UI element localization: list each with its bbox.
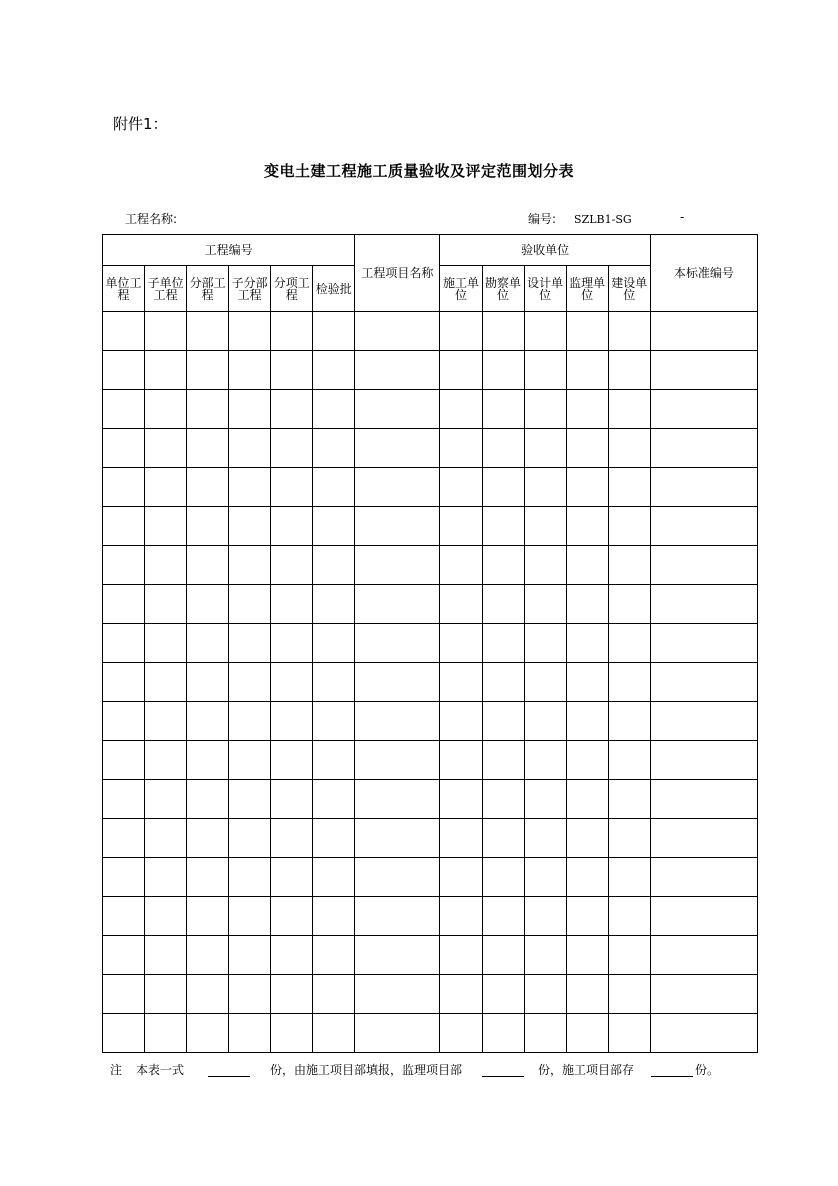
table-cell — [355, 468, 440, 507]
table-row — [103, 429, 758, 468]
table-cell — [103, 312, 145, 351]
table-cell — [145, 897, 187, 936]
table-cell — [650, 468, 757, 507]
table-cell — [103, 351, 145, 390]
table-cell — [271, 741, 313, 780]
table-cell — [103, 819, 145, 858]
table-cell — [271, 312, 313, 351]
table-cell — [440, 780, 482, 819]
table-cell — [440, 936, 482, 975]
table-cell — [482, 468, 524, 507]
table-cell — [229, 585, 271, 624]
table-cell — [229, 858, 271, 897]
table-cell — [271, 1014, 313, 1053]
header-engineering-code: 工程编号 — [103, 235, 355, 266]
table-cell — [229, 390, 271, 429]
table-cell — [524, 936, 566, 975]
table-row — [103, 1014, 758, 1053]
table-cell — [608, 858, 650, 897]
table-cell — [566, 780, 608, 819]
table-cell — [524, 858, 566, 897]
table-cell — [271, 663, 313, 702]
table-cell — [440, 741, 482, 780]
table-row — [103, 819, 758, 858]
note-part2: 份，由施工项目部填报，监理项目部 — [270, 1063, 463, 1077]
table-cell — [229, 507, 271, 546]
table-cell — [608, 663, 650, 702]
copies-blank-1 — [208, 1064, 250, 1077]
table-cell — [482, 819, 524, 858]
table-cell — [187, 351, 229, 390]
table-cell — [608, 741, 650, 780]
table-cell — [187, 975, 229, 1014]
table-cell — [440, 1014, 482, 1053]
table-cell — [524, 702, 566, 741]
table-cell — [650, 624, 757, 663]
table-cell — [313, 741, 355, 780]
table-cell — [187, 741, 229, 780]
table-cell — [482, 390, 524, 429]
code-dash: - — [680, 210, 685, 224]
table-cell — [650, 312, 757, 351]
table-cell — [482, 897, 524, 936]
table-cell — [187, 312, 229, 351]
table-cell — [271, 975, 313, 1014]
header-construction-unit: 施工单 位 — [440, 266, 482, 312]
table-row — [103, 351, 758, 390]
table-cell — [187, 663, 229, 702]
header-project-name: 工程项目名称 — [355, 235, 440, 312]
table-cell — [145, 351, 187, 390]
table-cell — [440, 858, 482, 897]
copies-blank-3 — [651, 1064, 693, 1077]
table-cell — [608, 312, 650, 351]
table-cell — [313, 351, 355, 390]
table-cell — [566, 585, 608, 624]
table-cell — [650, 936, 757, 975]
table-cell — [566, 507, 608, 546]
table-cell — [566, 741, 608, 780]
table-cell — [482, 936, 524, 975]
table-cell — [482, 663, 524, 702]
table-cell — [524, 819, 566, 858]
table-cell — [271, 468, 313, 507]
table-cell — [145, 975, 187, 1014]
note-part3: 份，施工项目部存 — [538, 1063, 635, 1077]
table-cell — [313, 858, 355, 897]
table-row — [103, 741, 758, 780]
table-cell — [271, 507, 313, 546]
table-cell — [566, 936, 608, 975]
table-cell — [482, 975, 524, 1014]
table-cell — [355, 741, 440, 780]
table-cell — [650, 780, 757, 819]
table-row — [103, 312, 758, 351]
table-cell — [440, 624, 482, 663]
table-cell — [482, 1014, 524, 1053]
table-cell — [187, 897, 229, 936]
table-cell — [608, 624, 650, 663]
project-name-label: 工程名称: — [125, 212, 178, 226]
table-cell — [187, 936, 229, 975]
table-cell — [440, 702, 482, 741]
table-cell — [482, 858, 524, 897]
table-cell — [608, 585, 650, 624]
table-row — [103, 858, 758, 897]
table-cell — [524, 663, 566, 702]
table-cell — [313, 975, 355, 1014]
table-cell — [187, 702, 229, 741]
table-cell — [187, 507, 229, 546]
table-cell — [187, 1014, 229, 1053]
table-cell — [103, 741, 145, 780]
table-cell — [355, 663, 440, 702]
table-cell — [313, 780, 355, 819]
table-cell — [145, 858, 187, 897]
table-row — [103, 936, 758, 975]
table-cell — [313, 507, 355, 546]
table-cell — [103, 468, 145, 507]
table-cell — [271, 585, 313, 624]
table-cell — [187, 780, 229, 819]
table-cell — [103, 897, 145, 936]
table-cell — [566, 702, 608, 741]
table-row — [103, 663, 758, 702]
table-cell — [650, 702, 757, 741]
table-cell — [524, 390, 566, 429]
table-cell — [482, 312, 524, 351]
table-cell — [524, 741, 566, 780]
table-cell — [355, 897, 440, 936]
table-cell — [145, 429, 187, 468]
table-cell — [566, 897, 608, 936]
header-division-project: 分部工 程 — [187, 266, 229, 312]
code-label: 编号: — [528, 212, 557, 226]
table-cell — [229, 546, 271, 585]
table-cell — [566, 624, 608, 663]
table-cell — [524, 429, 566, 468]
table-cell — [103, 390, 145, 429]
table-cell — [608, 897, 650, 936]
table-cell — [229, 741, 271, 780]
table-cell — [650, 546, 757, 585]
table-cell — [650, 351, 757, 390]
table-cell — [440, 351, 482, 390]
table-cell — [440, 468, 482, 507]
table-cell — [524, 546, 566, 585]
table-cell — [440, 897, 482, 936]
table-cell — [355, 429, 440, 468]
table-row — [103, 702, 758, 741]
table-cell — [313, 585, 355, 624]
header-inspection-lot: 检验批 — [313, 266, 355, 312]
table-cell — [271, 897, 313, 936]
table-cell — [103, 780, 145, 819]
table-cell — [566, 312, 608, 351]
table-cell — [650, 507, 757, 546]
table-cell — [482, 351, 524, 390]
table-cell — [608, 819, 650, 858]
table-cell — [355, 819, 440, 858]
table-cell — [440, 429, 482, 468]
table-cell — [650, 585, 757, 624]
table-row — [103, 975, 758, 1014]
table-cell — [355, 585, 440, 624]
header-design-unit: 设计单 位 — [524, 266, 566, 312]
table-cell — [355, 858, 440, 897]
table-cell — [524, 1014, 566, 1053]
table-cell — [103, 663, 145, 702]
table-cell — [313, 936, 355, 975]
table-cell — [608, 468, 650, 507]
note-part1: 本表一式 — [136, 1063, 185, 1077]
table-cell — [229, 1014, 271, 1053]
table-cell — [103, 585, 145, 624]
table-cell — [313, 663, 355, 702]
table-cell — [145, 741, 187, 780]
table-cell — [103, 975, 145, 1014]
table-cell — [229, 975, 271, 1014]
table-row — [103, 546, 758, 585]
table-cell — [229, 663, 271, 702]
table-row — [103, 390, 758, 429]
table-cell — [440, 975, 482, 1014]
table-cell — [229, 624, 271, 663]
table-cell — [145, 663, 187, 702]
table-cell — [650, 741, 757, 780]
table-cell — [566, 975, 608, 1014]
table-cell — [355, 780, 440, 819]
table-cell — [524, 468, 566, 507]
table-cell — [524, 975, 566, 1014]
code-field — [528, 210, 632, 227]
header-sub-division-project: 子分部 工程 — [229, 266, 271, 312]
table-cell — [524, 780, 566, 819]
table-cell — [103, 858, 145, 897]
table-cell — [440, 507, 482, 546]
table-cell — [145, 780, 187, 819]
table-cell — [566, 429, 608, 468]
table-cell — [187, 858, 229, 897]
table-cell — [187, 585, 229, 624]
table-cell — [187, 546, 229, 585]
table-cell — [482, 741, 524, 780]
table-cell — [187, 390, 229, 429]
table-cell — [187, 819, 229, 858]
table-cell — [271, 858, 313, 897]
table-cell — [355, 507, 440, 546]
table-cell — [440, 390, 482, 429]
table-cell — [566, 390, 608, 429]
document-title: 变电土建工程施工质量验收及评定范围划分表 — [263, 162, 574, 180]
table-cell — [566, 546, 608, 585]
table-cell — [103, 1014, 145, 1053]
table-cell — [229, 468, 271, 507]
table-cell — [313, 312, 355, 351]
table-cell — [608, 546, 650, 585]
table-cell — [650, 897, 757, 936]
table-cell — [145, 819, 187, 858]
table-cell — [524, 507, 566, 546]
table-cell — [482, 780, 524, 819]
table-cell — [313, 897, 355, 936]
header-standard-code: 本标准编号 — [650, 235, 757, 312]
note-part4: 份。 — [695, 1063, 720, 1077]
table-cell — [271, 624, 313, 663]
table-row — [103, 897, 758, 936]
header-acceptance-unit: 验收单位 — [440, 235, 650, 266]
table-cell — [608, 351, 650, 390]
table-cell — [355, 936, 440, 975]
table-cell — [229, 429, 271, 468]
table-cell — [440, 585, 482, 624]
table-cell — [271, 390, 313, 429]
table-cell — [271, 780, 313, 819]
table-cell — [145, 468, 187, 507]
table-cell — [355, 546, 440, 585]
table-cell — [103, 429, 145, 468]
table-cell — [103, 936, 145, 975]
table-cell — [355, 702, 440, 741]
table-cell — [650, 975, 757, 1014]
header-owner-unit: 建设单 位 — [608, 266, 650, 312]
table-cell — [482, 429, 524, 468]
table-row — [103, 780, 758, 819]
table-cell — [650, 390, 757, 429]
table-cell — [355, 312, 440, 351]
attachment-label: 附件1： — [113, 115, 168, 133]
table-cell — [145, 390, 187, 429]
table-cell — [271, 351, 313, 390]
header-supervision-unit: 监理单 位 — [566, 266, 608, 312]
table-cell — [229, 312, 271, 351]
table-cell — [229, 897, 271, 936]
table-cell — [103, 624, 145, 663]
table-cell — [440, 546, 482, 585]
table-cell — [229, 819, 271, 858]
table-cell — [313, 429, 355, 468]
table-cell — [229, 351, 271, 390]
table-cell — [482, 702, 524, 741]
table-cell — [145, 936, 187, 975]
copies-blank-2 — [482, 1064, 524, 1077]
table-cell — [145, 312, 187, 351]
table-cell — [482, 546, 524, 585]
table-cell — [482, 585, 524, 624]
table-cell — [608, 1014, 650, 1053]
header-survey-unit: 勘察单 位 — [482, 266, 524, 312]
table-cell — [650, 858, 757, 897]
table-cell — [566, 351, 608, 390]
table-cell — [524, 897, 566, 936]
table-row — [103, 468, 758, 507]
table-cell — [440, 663, 482, 702]
code-value: SZLB1-SG — [574, 213, 632, 226]
table-cell — [229, 780, 271, 819]
table-cell — [229, 936, 271, 975]
table-cell — [145, 585, 187, 624]
table-cell — [608, 429, 650, 468]
table-cell — [608, 780, 650, 819]
table-cell — [313, 624, 355, 663]
table-cell — [566, 858, 608, 897]
table-cell — [145, 624, 187, 663]
table-cell — [650, 1014, 757, 1053]
table-cell — [440, 819, 482, 858]
table-cell — [566, 663, 608, 702]
table-cell — [271, 429, 313, 468]
table-cell — [313, 702, 355, 741]
table-cell — [313, 1014, 355, 1053]
table-cell — [650, 819, 757, 858]
table-cell — [355, 624, 440, 663]
table-cell — [187, 624, 229, 663]
header-unit-project: 单位工 程 — [103, 266, 145, 312]
header-sub-unit-project: 子单位 工程 — [145, 266, 187, 312]
table-cell — [313, 468, 355, 507]
table-cell — [355, 351, 440, 390]
table-cell — [187, 468, 229, 507]
table-cell — [145, 507, 187, 546]
table-row — [103, 624, 758, 663]
table-cell — [524, 585, 566, 624]
table-cell — [145, 546, 187, 585]
table-cell — [566, 1014, 608, 1053]
table-cell — [524, 624, 566, 663]
table-cell — [271, 702, 313, 741]
table-cell — [271, 819, 313, 858]
table-cell — [145, 1014, 187, 1053]
table-row — [103, 507, 758, 546]
table-cell — [650, 663, 757, 702]
division-table — [102, 234, 758, 1053]
table-cell — [271, 546, 313, 585]
table-cell — [608, 702, 650, 741]
table-cell — [608, 936, 650, 975]
table-cell — [355, 975, 440, 1014]
table-cell — [566, 819, 608, 858]
table-cell — [313, 390, 355, 429]
table-cell — [103, 546, 145, 585]
table-cell — [524, 312, 566, 351]
table-cell — [145, 702, 187, 741]
table-cell — [608, 975, 650, 1014]
table-cell — [229, 702, 271, 741]
table-row — [103, 585, 758, 624]
header-item-project: 分项工 程 — [271, 266, 313, 312]
table-cell — [482, 507, 524, 546]
table-cell — [482, 624, 524, 663]
table-cell — [524, 351, 566, 390]
table-cell — [103, 507, 145, 546]
table-cell — [271, 936, 313, 975]
note-prefix: 注 — [110, 1063, 123, 1077]
table-cell — [608, 390, 650, 429]
table-cell — [103, 702, 145, 741]
table-cell — [650, 429, 757, 468]
table-cell — [440, 312, 482, 351]
table-cell — [313, 546, 355, 585]
table-cell — [187, 429, 229, 468]
table-cell — [355, 390, 440, 429]
table-cell — [313, 819, 355, 858]
table-cell — [566, 468, 608, 507]
table-cell — [355, 1014, 440, 1053]
table-cell — [608, 507, 650, 546]
